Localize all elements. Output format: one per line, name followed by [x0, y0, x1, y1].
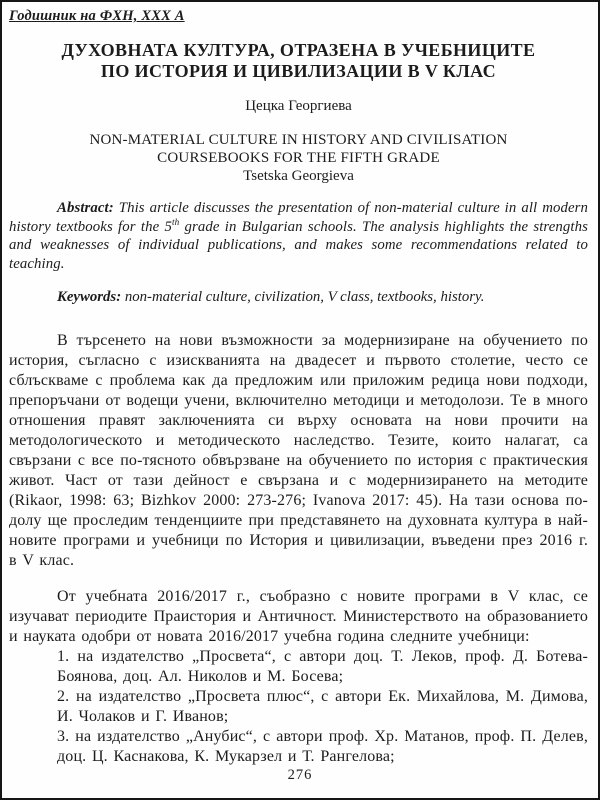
- page-number: 276: [287, 767, 313, 783]
- list-item-publisher-1: 1. на издателство „Просвета“, с автори доц. Т. Леков, проф. Д. Ботева-Боянова, доц. Ал. Николов и М. Босева;: [57, 647, 588, 685]
- article-title-english-line2: COURSEBOOKS FOR THE FIFTH GRADE: [157, 150, 440, 166]
- abstract-grade-superscript: th: [171, 216, 180, 227]
- article-title-bulgarian-line2: ПО ИСТОРИЯ И ЦИВИЛИЗАЦИИ В V КЛАС: [100, 61, 497, 81]
- keywords-label: Keywords:: [57, 289, 122, 306]
- abstract-label: Abstract:: [57, 200, 114, 216]
- article-title-english: [9, 131, 588, 167]
- list-item-publisher-3: 3. на издателство „Анубис“, с автори проф. Хр. Матанов, проф. П. Делев, доц. Ц. Каснакова, К. Мукарзел и Т. Рангелова;: [57, 727, 588, 765]
- keywords-text: non-material culture, civilization, V class, textbooks, history.: [121, 289, 485, 306]
- abstract-text-after-superscript: grade in Bulgarian schools. The analysis highlights the strengths and weaknesses of individual publications, and makes some recommendations related to teaching.: [9, 218, 588, 272]
- running-header: Годишник на ФХН, XXX А: [9, 8, 185, 24]
- abstract-text-before-superscript: This article discusses the presentation of non-material culture in all modern history textbooks for the 5: [9, 200, 588, 235]
- author-name-bulgarian: Цецка Георгиева: [245, 98, 352, 114]
- article-title-bulgarian: [9, 40, 588, 82]
- body-paragraph-2: От учебната 2016/2017 г., съобразно с новите програми в V клас, се изучават периодите Праистория и Античност. Министерството на образованието и науката одобри от новата 2016/2017 учебна година следните учебници:: [9, 587, 588, 645]
- keywords-line: [9, 288, 588, 307]
- article-title-english-line1: NON-MATERIAL CULTURE IN HISTORY AND CIVILISATION: [89, 132, 508, 148]
- body-paragraph-1: В търсенето на нови възможности за модернизиране на обучението по история, съгласно с изискванията на двадесет и първото столетие, често се сблъскваме с проблема как да предложим или приложим редица нови подходи, препоръчани от водещи учени, включително методици и методолози. Те в много отношения правят заключенията си върху основата на нови прочити на методологическото и методическото наследство. Тезите, които налагат, са свързани с все по-тясното обвързване на обучението по история с практическия живот. Част от тази дейност е свързана и с модернизирането на методите (Rikaor, 1998: 63; Bizhkov 2000: 273-276; Ivanova 2017: 45). На тази основа по-долу ще проследим тенденциите при представянето на духовната култура в най-новите програми и учебници по История и цивилизации, въведени през 2016 г. в V клас.: [9, 331, 588, 569]
- textbook-publisher-list: [57, 647, 588, 767]
- list-item-publisher-2: 2. на издателство „Просвета плюс“, с автори Ек. Михайлова, М. Димова, И. Чолаков и Г. Иванов;: [57, 687, 588, 725]
- author-name-english: Tsetska Georgieva: [243, 168, 354, 184]
- abstract-paragraph: [9, 199, 588, 273]
- article-title-bulgarian-line1: ДУХОВНАТА КУЛТУРА, ОТРАЗЕНА В УЧЕБНИЦИТЕ: [61, 40, 536, 60]
